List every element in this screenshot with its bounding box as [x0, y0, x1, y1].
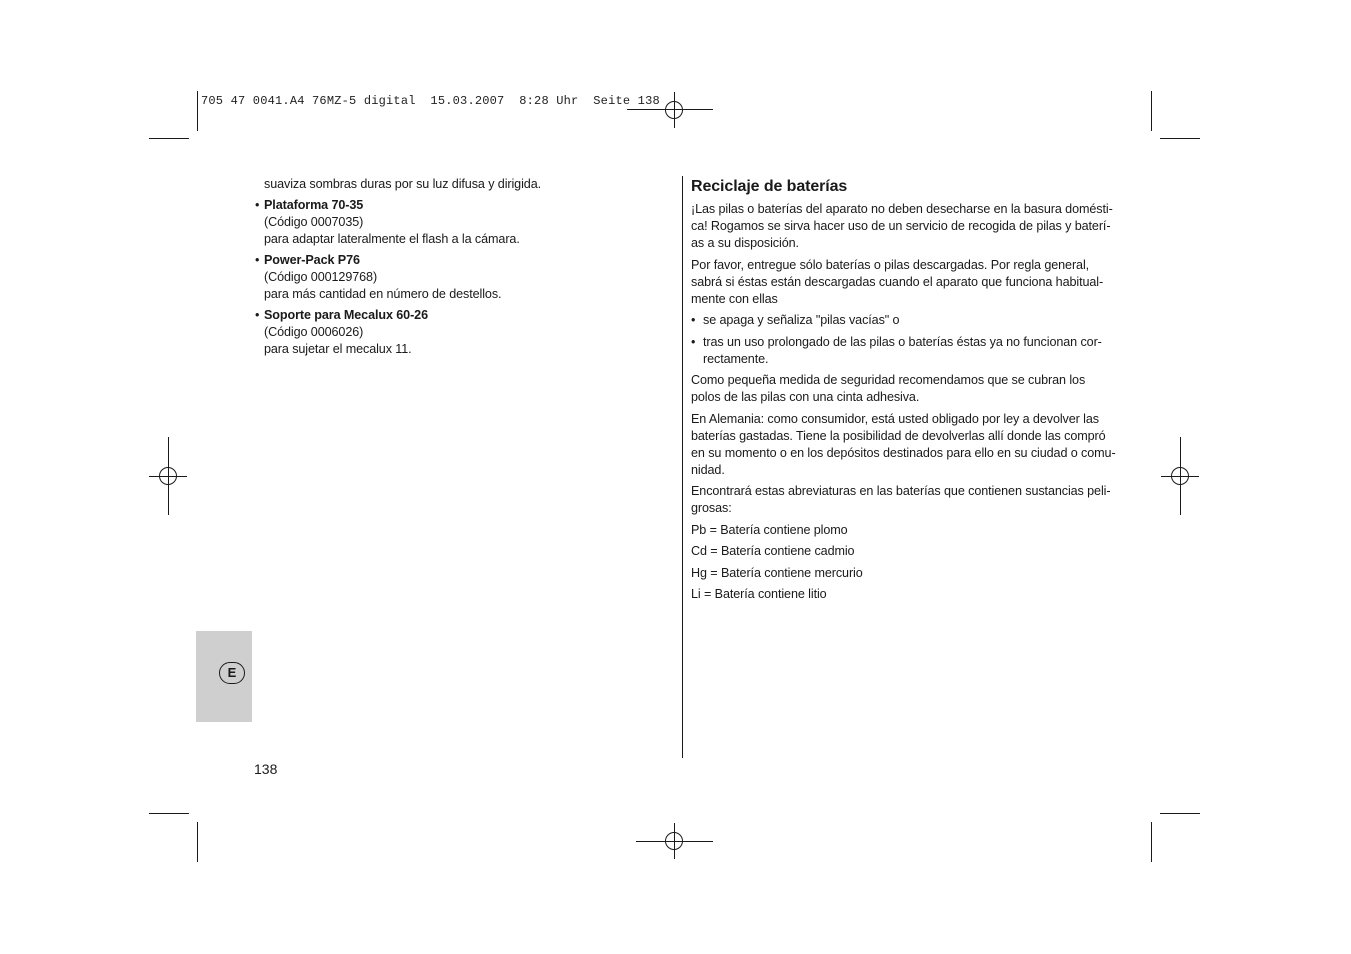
column-divider	[682, 176, 683, 758]
item-code: (Código 000129768)	[264, 270, 378, 284]
paragraph: Por favor, entregue sólo baterías o pilas descargadas. Por regla general, sabrá si éstas están descargadas cuando el aparato que funciona habitual-mente con ellas	[691, 257, 1104, 306]
item-desc: para adaptar lateralmente el flash a la cámara.	[264, 232, 520, 246]
left-column	[255, 176, 655, 358]
item-code: (Código 0006026)	[264, 325, 364, 339]
item-desc: para más cantidad en número de destellos.	[264, 287, 502, 301]
language-badge: E	[219, 662, 245, 684]
paragraph: ¡Las pilas o baterías del aparato no deben desecharse en la basura domésti-ca! Rogamos se sirva hacer uso de un servicio de recogida de pilas y baterí-as a su disposición.	[691, 202, 1113, 250]
item-title: Plataforma 70-35	[264, 198, 364, 212]
abbreviation-line: Pb = Batería contiene plomo	[691, 522, 848, 537]
abbreviation-line: Hg = Batería contiene mercurio	[691, 565, 863, 580]
list-item: • se apaga y señaliza "pilas vacías" o	[691, 313, 900, 327]
item-title: Soporte para Mecalux 60-26	[264, 308, 428, 322]
item-desc: para sujetar el mecalux 11.	[264, 342, 412, 356]
item-code: (Código 0007035)	[264, 215, 364, 229]
list-item: • Power-Pack P76 (Código 000129768) para más cantidad en número de destellos.	[255, 252, 655, 303]
paragraph: Encontrará estas abreviaturas en las baterías que contienen sustancias peli-grosas:	[691, 484, 1111, 515]
right-column	[691, 176, 1116, 608]
item-title: Power-Pack P76	[264, 253, 360, 267]
intro-text: suaviza sombras duras por su luz difusa y dirigida.	[264, 177, 541, 191]
page-number: 138	[254, 761, 278, 777]
list-item: • Soporte para Mecalux 60-26 (Código 0006026) para sujetar el mecalux 11.	[255, 307, 655, 358]
section-heading: Reciclaje de baterías	[691, 178, 848, 195]
printer-slug: 705 47 0041.A4 76MZ-5 digital 15.03.2007 8:28 Uhr Seite 138	[201, 94, 660, 108]
abbreviation-line: Cd = Batería contiene cadmio	[691, 544, 855, 558]
paragraph: Como pequeña medida de seguridad recomendamos que se cubran los polos de las pilas con una cinta adhesiva.	[691, 373, 1086, 404]
list-item: • tras un uso prolongado de las pilas o baterías éstas ya no funcionan cor-rectamente.	[691, 334, 1102, 366]
paragraph: En Alemania: como consumidor, está usted obligado por ley a devolver las baterías gastadas. Tiene la posibilidad de devolverlas allí donde las compró en su momento o en los depósitos destinados para ello en su ciudad o comu-nidad.	[691, 411, 1116, 477]
list-item: • Plataforma 70-35 (Código 0007035) para adaptar lateralmente el flash a la cámara.	[255, 197, 655, 248]
abbreviation-line: Li = Batería contiene litio	[691, 587, 827, 601]
